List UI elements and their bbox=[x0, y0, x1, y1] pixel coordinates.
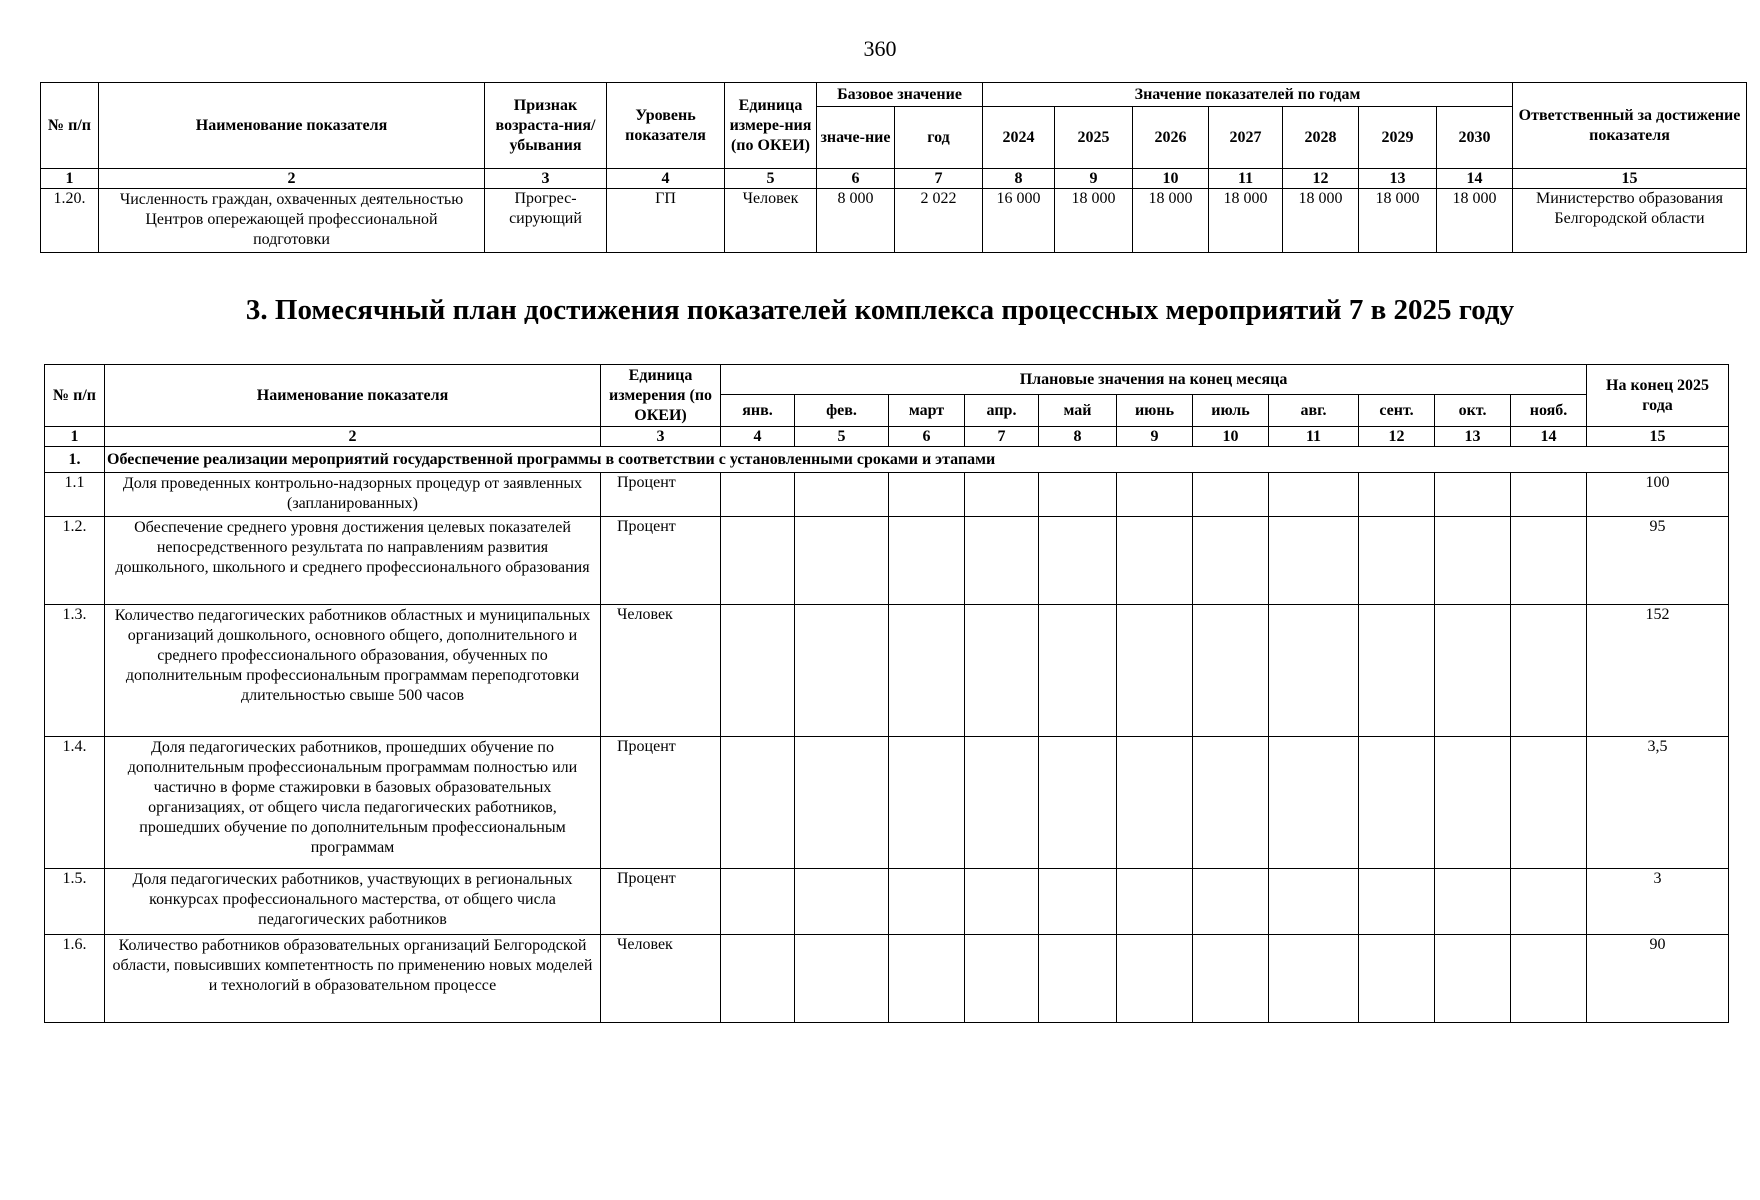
row-base-year: 2 022 bbox=[895, 189, 983, 253]
row-name: Доля педагогических работников, прошедших обучение по дополнительным профессиональным программам полностью или частично в форме стажировки в базовых образовательных организациях, от общего числа педагогических работников, прошедших обучение по дополнительным профессиональным программам bbox=[105, 737, 601, 869]
row-unit: Процент bbox=[601, 869, 721, 935]
row-name: Количество работников образовательных организаций Белгородской области, повысивших компетентность по применению новых моделей и технологий в образовательном процессе bbox=[105, 935, 601, 1023]
header-year: 2028 bbox=[1283, 107, 1359, 169]
header-num: № п/п bbox=[45, 365, 105, 427]
row-final-value: 90 bbox=[1587, 935, 1729, 1023]
col-number: 4 bbox=[607, 169, 725, 189]
col-number: 9 bbox=[1117, 427, 1193, 447]
row-year-value: 16 000 bbox=[983, 189, 1055, 253]
header-base-value: значе-ние bbox=[817, 107, 895, 169]
header-year: 2030 bbox=[1437, 107, 1513, 169]
col-number: 3 bbox=[601, 427, 721, 447]
header-unit: Единица измерения (по ОКЕИ) bbox=[601, 365, 721, 427]
header-month: нояб. bbox=[1511, 395, 1587, 427]
header-responsible: Ответственный за достижение показателя bbox=[1513, 83, 1747, 169]
col-number: 7 bbox=[895, 169, 983, 189]
col-number: 7 bbox=[965, 427, 1039, 447]
col-number: 11 bbox=[1269, 427, 1359, 447]
header-level: Уровень показателя bbox=[607, 83, 725, 169]
row-year-value: 18 000 bbox=[1209, 189, 1283, 253]
row-year-value: 18 000 bbox=[1437, 189, 1513, 253]
row-num: 1.2. bbox=[45, 517, 105, 605]
header-year: 2025 bbox=[1055, 107, 1133, 169]
header-month: июнь bbox=[1117, 395, 1193, 427]
row-unit: Человек bbox=[601, 935, 721, 1023]
header-year: 2024 bbox=[983, 107, 1055, 169]
header-month: сент. bbox=[1359, 395, 1435, 427]
table-row bbox=[45, 517, 1729, 605]
col-number: 15 bbox=[1513, 169, 1747, 189]
table-row bbox=[45, 737, 1729, 869]
row-num: 1.6. bbox=[45, 935, 105, 1023]
table-row bbox=[41, 189, 1747, 253]
row-name: Доля проведенных контрольно-надзорных процедур от заявленных (запланированных) bbox=[105, 473, 601, 517]
row-unit: Процент bbox=[601, 473, 721, 517]
header-months-group: Плановые значения на конец месяца bbox=[721, 365, 1587, 395]
header-month: окт. bbox=[1435, 395, 1511, 427]
row-num: 1.5. bbox=[45, 869, 105, 935]
header-name: Наименование показателя bbox=[105, 365, 601, 427]
col-number: 4 bbox=[721, 427, 795, 447]
header-end-of-year: На конец 2025 года bbox=[1587, 365, 1729, 427]
header-year: 2027 bbox=[1209, 107, 1283, 169]
header-month: янв. bbox=[721, 395, 795, 427]
col-number: 12 bbox=[1359, 427, 1435, 447]
row-unit: Человек bbox=[725, 189, 817, 253]
table-row bbox=[45, 605, 1729, 737]
col-number: 5 bbox=[725, 169, 817, 189]
col-number: 10 bbox=[1133, 169, 1209, 189]
col-number: 12 bbox=[1283, 169, 1359, 189]
section-row-title: Обеспечение реализации мероприятий государственной программы в соответствии с установленными сроками и этапами bbox=[105, 447, 1729, 473]
row-level: ГП bbox=[607, 189, 725, 253]
header-base-year: год bbox=[895, 107, 983, 169]
col-number: 6 bbox=[817, 169, 895, 189]
header-num: № п/п bbox=[41, 83, 99, 169]
table-row bbox=[45, 473, 1729, 517]
row-num: 1.20. bbox=[41, 189, 99, 253]
row-final-value: 152 bbox=[1587, 605, 1729, 737]
header-month: авг. bbox=[1269, 395, 1359, 427]
col-number: 13 bbox=[1359, 169, 1437, 189]
row-final-value: 3 bbox=[1587, 869, 1729, 935]
col-number: 2 bbox=[99, 169, 485, 189]
row-num: 1.3. bbox=[45, 605, 105, 737]
col-number: 11 bbox=[1209, 169, 1283, 189]
col-number: 13 bbox=[1435, 427, 1511, 447]
header-years-group: Значение показателей по годам bbox=[983, 83, 1513, 107]
row-unit: Процент bbox=[601, 517, 721, 605]
col-number: 14 bbox=[1437, 169, 1513, 189]
row-base-value: 8 000 bbox=[817, 189, 895, 253]
section-title: 3. Помесячный план достижения показателей комплекса процессных мероприятий 7 в 2025 году bbox=[245, 294, 1515, 326]
col-number: 1 bbox=[41, 169, 99, 189]
table-row bbox=[45, 869, 1729, 935]
header-year: 2029 bbox=[1359, 107, 1437, 169]
col-number: 8 bbox=[983, 169, 1055, 189]
col-number: 14 bbox=[1511, 427, 1587, 447]
row-name: Количество педагогических работников областных и муниципальных организаций дошкольного, основного общего, дополнительного и среднего профессионального образования, обученных по дополнительным профессиональным программам переподготовки длительностью свыше 500 часов bbox=[105, 605, 601, 737]
monthly-plan-table bbox=[44, 364, 1729, 1023]
col-number: 8 bbox=[1039, 427, 1117, 447]
col-number: 3 bbox=[485, 169, 607, 189]
row-year-value: 18 000 bbox=[1055, 189, 1133, 253]
col-number: 1 bbox=[45, 427, 105, 447]
header-unit: Единица измере-ния (по ОКЕИ) bbox=[725, 83, 817, 169]
section-row bbox=[45, 447, 1729, 473]
row-final-value: 100 bbox=[1587, 473, 1729, 517]
header-name: Наименование показателя bbox=[99, 83, 485, 169]
col-number: 15 bbox=[1587, 427, 1729, 447]
row-name: Обеспечение среднего уровня достижения целевых показателей непосредственного результата по направлениям развития дошкольного, школьного и среднего профессионального образования bbox=[105, 517, 601, 605]
page-number: 360 bbox=[863, 36, 897, 61]
row-year-value: 18 000 bbox=[1133, 189, 1209, 253]
row-unit: Процент bbox=[601, 737, 721, 869]
col-number: 10 bbox=[1193, 427, 1269, 447]
header-base-group: Базовое значение bbox=[817, 83, 983, 107]
header-month: март bbox=[889, 395, 965, 427]
header-year: 2026 bbox=[1133, 107, 1209, 169]
header-month: апр. bbox=[965, 395, 1039, 427]
table-row bbox=[45, 935, 1729, 1023]
section-num: 1. bbox=[45, 447, 105, 473]
header-month: май bbox=[1039, 395, 1117, 427]
col-number: 9 bbox=[1055, 169, 1133, 189]
header-trend: Признак возраста-ния/ убывания bbox=[485, 83, 607, 169]
row-final-value: 95 bbox=[1587, 517, 1729, 605]
row-unit: Человек bbox=[601, 605, 721, 737]
row-name: Доля педагогических работников, участвующих в региональных конкурсах профессионального мастерства, от общего числа педагогических работников bbox=[105, 869, 601, 935]
row-name: Численность граждан, охваченных деятельностью Центров опережающей профессиональной подготовки bbox=[99, 189, 485, 253]
row-responsible: Министерство образования Белгородской области bbox=[1513, 189, 1747, 253]
col-number: 2 bbox=[105, 427, 601, 447]
row-trend: Прогрес-сирующий bbox=[485, 189, 607, 253]
header-month: июль bbox=[1193, 395, 1269, 427]
row-num: 1.4. bbox=[45, 737, 105, 869]
col-number: 5 bbox=[795, 427, 889, 447]
indicator-values-table bbox=[40, 82, 1747, 253]
row-num: 1.1 bbox=[45, 473, 105, 517]
col-number: 6 bbox=[889, 427, 965, 447]
row-final-value: 3,5 bbox=[1587, 737, 1729, 869]
header-month: фев. bbox=[795, 395, 889, 427]
row-year-value: 18 000 bbox=[1283, 189, 1359, 253]
row-year-value: 18 000 bbox=[1359, 189, 1437, 253]
